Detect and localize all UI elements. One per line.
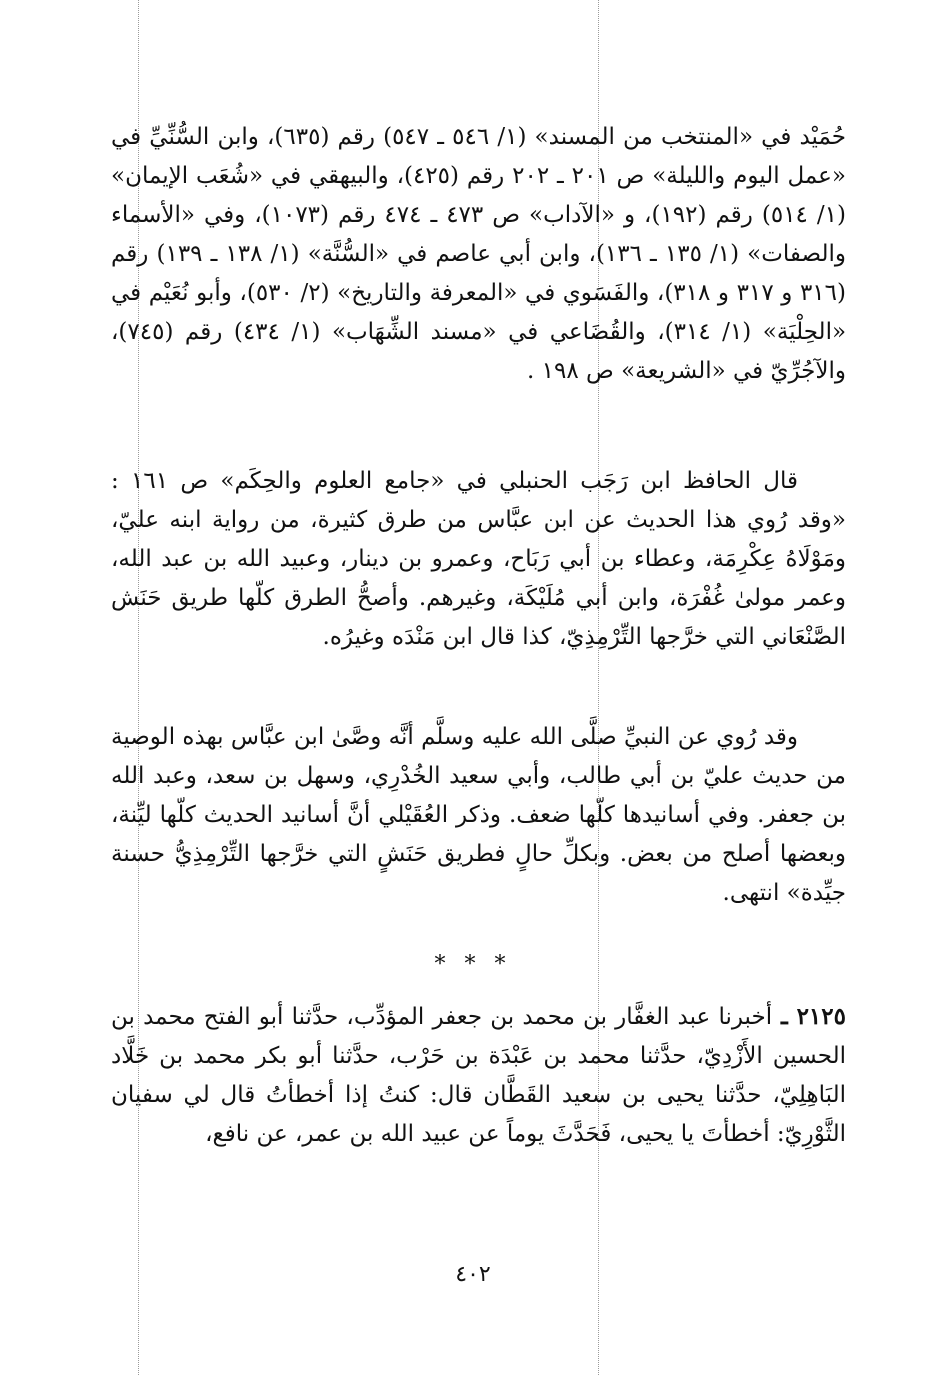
section-separator: * * * bbox=[434, 952, 512, 977]
hadith-text: أخبرنا عبد الغفَّار بن محمد بن جعفر المؤدِّب، حدَّثنا أبو الفتح محمد بن الحسين الأَزْدِيّ، حدَّثنا محمد بن عَبْدَة بن حَرْب، حدَّثنا أبو بكر محمد بن خَلَّاد البَاهِلِيّ، حدَّثنا يحيى بن سعيد القَطَّان قال: كنتُ إذا أخطأتُ قال لي سفيان الثَّوْرِيّ: أخطأتَ يا يحيى، فَحَدَّثَ يوماً عن عبيد الله بن عمر، عن نافع، bbox=[111, 1004, 846, 1147]
hadith-paragraph bbox=[111, 997, 846, 1154]
page-number: ٤٠٢ bbox=[455, 1262, 491, 1287]
hadith-number: ٢١٢٥ bbox=[796, 1003, 846, 1030]
footnote-paragraph-3: وقد رُوي عن النبيِّ صلَّى الله عليه وسلَّم أنَّه وصَّىٰ ابن عبَّاس بهذه الوصية من حديث عليّ بن أبي طالب، وأبي سعيد الخُدْرِي، وسهل بن سعد، وعبد الله بن جعفر. وفي أسانيدها كلّها ضعف. وذكر العُقَيْلي أنَّ أسانيد الحديث كلّها ليِّنة، وبعضها أصلح من بعض. وبكلِّ حالٍ فطريق حَنَشٍ التي خرَّجها التِّرْمِذِيُّ حسنة جيِّدة» انتهى. bbox=[111, 724, 846, 906]
hadith-dash: ـ bbox=[772, 1003, 797, 1030]
footnote-paragraph-2: قال الحافظ ابن رَجَب الحنبلي في «جامع العلوم والحِكَم» ص ١٦١ : «وقد رُوي هذا الحديث عن ابن عبَّاس من طرق كثيرة، من رواية ابنه عليّ، ومَوْلَاهُ عِكْرِمَة، وعطاء بن أبي رَبَاح، وعمرو بن دينار، وعبيد الله بن عبد الله، وعمر مولىٰ غُفْرَة، وابن أبي مُلَيْكَة، وغيرهم. وأصحُّ الطرق كلّها طريق حَنَش الصَّنْعَاني التي خرَّجها التِّرْمِذِيّ، كذا قال ابن مَنْدَه وغيرُه. bbox=[111, 468, 846, 650]
footnote-paragraph-1: حُمَيْد في «المنتخب من المسند» (١/ ٥٤٦ ـ ٥٤٧) رقم (٦٣٥)، وابن السُّنِّيِّ في «عمل اليوم والليلة» ص ٢٠١ ـ ٢٠٢ رقم (٤٢٥)، والبيهقي في «شُعَب الإيمان» (١/ ٥١٤) رقم (١٩٢)، و «الآداب» ص ٤٧٣ ـ ٤٧٤ رقم (١٠٧٣)، وفي «الأسماء والصفات» (١/ ١٣٥ ـ ١٣٦)، وابن أبي عاصم في «السُّنَّة» (١/ ١٣٨ ـ ١٣٩) رقم (٣١٦ و ٣١٧ و ٣١٨)، والفَسَوي في «المعرفة والتاريخ» (٢/ ٥٣٠)، وأبو نُعَيْم في «الحِلْيَة» (١/ ٣١٤)، والقُضَاعي في «مسند الشِّهَاب» (١/ ٤٣٤) رقم (٧٤٥)، والآجُرِّيّ في «الشريعة» ص ١٩٨ . bbox=[111, 124, 847, 384]
